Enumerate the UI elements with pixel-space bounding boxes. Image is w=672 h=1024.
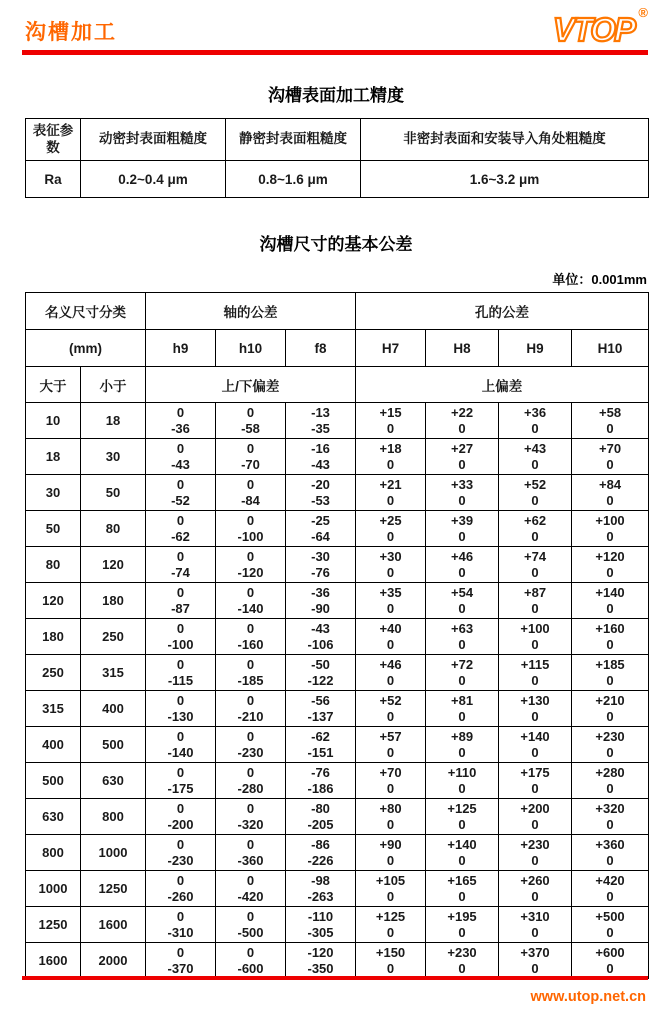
column-header: 大于 [26,367,81,403]
deviation-cell: +500 0 [572,907,649,943]
deviation-cell: +310 0 [499,907,572,943]
column-header: H10 [572,330,649,367]
deviation-cell: 0 -600 [216,943,286,979]
deviation-cell: 0 -160 [216,619,286,655]
deviation-cell: +165 0 [426,871,499,907]
deviation-cell: -76 -186 [286,763,356,799]
deviation-cell: +210 0 [572,691,649,727]
deviation-cell: +185 0 [572,655,649,691]
deviation-cell: 0 -360 [216,835,286,871]
vtop-logo [552,5,648,49]
deviation-cell: 0 -175 [146,763,216,799]
deviation-cell: +125 0 [356,907,426,943]
tolerance-table-row [26,655,649,691]
deviation-cell: 0 -130 [146,691,216,727]
deviation-cell: 0 -260 [146,871,216,907]
deviation-cell: +21 0 [356,475,426,511]
deviation-cell: 0 -310 [146,907,216,943]
group-header-row [26,293,649,330]
deviation-cell: 0 -370 [146,943,216,979]
deviation-cell: +130 0 [499,691,572,727]
deviation-cell: -98 -263 [286,871,356,907]
size-range-cell: 80 [26,547,81,583]
deviation-cell: +40 0 [356,619,426,655]
column-header: 非密封表面和安装导入角处粗糙度 [361,119,649,161]
deviation-cell: 0 -210 [216,691,286,727]
size-range-cell: 50 [26,511,81,547]
tolerance-table [25,292,649,979]
size-range-cell: 120 [81,547,146,583]
deviation-cell: 0 -87 [146,583,216,619]
deviation-cell: 0 -320 [216,799,286,835]
sub-header-row [26,367,649,403]
deviation-cell: -50 -122 [286,655,356,691]
deviation-cell: -86 -226 [286,835,356,871]
size-range-cell: 30 [26,475,81,511]
deviation-cell: 0 -58 [216,403,286,439]
deviation-cell: +260 0 [499,871,572,907]
deviation-cell: +125 0 [426,799,499,835]
size-range-cell: 2000 [81,943,146,979]
size-range-cell: 800 [26,835,81,871]
table-cell: 0.2~0.4 μm [81,161,226,198]
deviation-cell: -80 -205 [286,799,356,835]
deviation-cell: +62 0 [499,511,572,547]
deviation-cell: +87 0 [499,583,572,619]
tolerance-table-row [26,691,649,727]
column-header: 表征参数 [26,119,81,161]
tolerance-table-row [26,511,649,547]
size-range-cell: 80 [81,511,146,547]
deviation-cell: +72 0 [426,655,499,691]
size-range-cell: 250 [81,619,146,655]
deviation-cell: +230 0 [572,727,649,763]
table-cell: 0.8~1.6 μm [226,161,361,198]
size-range-cell: 50 [81,475,146,511]
vtop-logo-text: VTOP [552,11,634,48]
size-range-cell: 1000 [26,871,81,907]
grade-header-row [26,330,649,367]
deviation-cell: +63 0 [426,619,499,655]
deviation-cell: +27 0 [426,439,499,475]
size-range-cell: 500 [81,727,146,763]
page-header [0,0,672,50]
deviation-cell: 0 -185 [216,655,286,691]
deviation-cell: 0 -74 [146,547,216,583]
size-range-cell: 1250 [26,907,81,943]
deviation-cell: +18 0 [356,439,426,475]
column-header: 孔的公差 [356,293,649,330]
deviation-cell: -62 -151 [286,727,356,763]
deviation-cell: +80 0 [356,799,426,835]
footer-divider [22,976,648,980]
size-range-cell: 1600 [26,943,81,979]
deviation-cell: +175 0 [499,763,572,799]
deviation-cell: +33 0 [426,475,499,511]
surface-table-data-row [26,161,649,198]
size-range-cell: 315 [81,655,146,691]
page-footer [0,976,672,1005]
deviation-cell: +84 0 [572,475,649,511]
size-range-cell: 180 [26,619,81,655]
deviation-cell: 0 -52 [146,475,216,511]
deviation-cell: +36 0 [499,403,572,439]
deviation-cell: +54 0 [426,583,499,619]
tolerance-table-title: 沟槽尺寸的基本公差 [259,235,413,254]
deviation-cell: -30 -76 [286,547,356,583]
column-header: 动密封表面粗糙度 [81,119,226,161]
deviation-cell: 0 -84 [216,475,286,511]
deviation-cell: +320 0 [572,799,649,835]
deviation-cell: -25 -64 [286,511,356,547]
deviation-cell: +420 0 [572,871,649,907]
deviation-cell: +57 0 [356,727,426,763]
size-range-cell: 10 [26,403,81,439]
tolerance-table-row [26,907,649,943]
deviation-cell: 0 -200 [146,799,216,835]
column-header: 上/下偏差 [146,367,356,403]
deviation-cell: -13 -35 [286,403,356,439]
column-header: 名义尺寸分类 [26,293,146,330]
deviation-cell: +600 0 [572,943,649,979]
table-cell: Ra [26,161,81,198]
deviation-cell: +43 0 [499,439,572,475]
size-range-cell: 30 [81,439,146,475]
deviation-cell: +15 0 [356,403,426,439]
deviation-cell: +230 0 [499,835,572,871]
deviation-cell: -110 -305 [286,907,356,943]
size-range-cell: 250 [26,655,81,691]
size-range-cell: 800 [81,799,146,835]
column-header: H8 [426,330,499,367]
size-range-cell: 120 [26,583,81,619]
size-range-cell: 630 [26,799,81,835]
deviation-cell: -120 -350 [286,943,356,979]
size-range-cell: 180 [81,583,146,619]
surface-table-header-row [26,119,649,161]
column-header: 小于 [81,367,146,403]
size-range-cell: 1600 [81,907,146,943]
deviation-cell: -36 -90 [286,583,356,619]
column-header: h9 [146,330,216,367]
page-title: 沟槽加工 [25,21,117,44]
size-range-cell: 500 [26,763,81,799]
deviation-cell: -56 -137 [286,691,356,727]
deviation-cell: -20 -53 [286,475,356,511]
size-range-cell: 315 [26,691,81,727]
deviation-cell: +105 0 [356,871,426,907]
deviation-cell: 0 -230 [216,727,286,763]
deviation-cell: +46 0 [356,655,426,691]
size-range-cell: 400 [81,691,146,727]
deviation-cell: 0 -115 [146,655,216,691]
deviation-cell: +360 0 [572,835,649,871]
tolerance-table-row [26,727,649,763]
surface-roughness-table [25,118,649,198]
tolerance-table-row [26,583,649,619]
deviation-cell: +140 0 [572,583,649,619]
column-header: H7 [356,330,426,367]
deviation-cell: 0 -100 [146,619,216,655]
column-header: 轴的公差 [146,293,356,330]
unit-note: 单位：0.001mm [552,272,647,287]
tolerance-table-row [26,403,649,439]
deviation-cell: +30 0 [356,547,426,583]
deviation-cell: +52 0 [356,691,426,727]
deviation-cell: +370 0 [499,943,572,979]
tolerance-table-row [26,799,649,835]
deviation-cell: +110 0 [426,763,499,799]
size-range-cell: 630 [81,763,146,799]
deviation-cell: +150 0 [356,943,426,979]
deviation-cell: +140 0 [426,835,499,871]
deviation-cell: 0 -500 [216,907,286,943]
deviation-cell: +35 0 [356,583,426,619]
deviation-cell: 0 -420 [216,871,286,907]
deviation-cell: +200 0 [499,799,572,835]
deviation-cell: +58 0 [572,403,649,439]
deviation-cell: 0 -280 [216,763,286,799]
deviation-cell: +230 0 [426,943,499,979]
registered-trademark-icon: ® [638,5,648,20]
tolerance-table-row [26,871,649,907]
column-header: h10 [216,330,286,367]
column-header: 上偏差 [356,367,649,403]
deviation-cell: +74 0 [499,547,572,583]
deviation-cell: +22 0 [426,403,499,439]
deviation-cell: 0 -43 [146,439,216,475]
deviation-cell: +115 0 [499,655,572,691]
tolerance-table-row [26,943,649,979]
deviation-cell: +280 0 [572,763,649,799]
size-range-cell: 18 [26,439,81,475]
header-divider [22,50,648,55]
column-header: 静密封表面粗糙度 [226,119,361,161]
column-header: (mm) [26,330,146,367]
deviation-cell: +39 0 [426,511,499,547]
deviation-cell: +195 0 [426,907,499,943]
column-header: H9 [499,330,572,367]
deviation-cell: 0 -100 [216,511,286,547]
tolerance-table-row [26,439,649,475]
deviation-cell: +52 0 [499,475,572,511]
size-range-cell: 1000 [81,835,146,871]
surface-table-title: 沟槽表面加工精度 [268,86,404,105]
deviation-cell: 0 -230 [146,835,216,871]
deviation-cell: 0 -140 [216,583,286,619]
size-range-cell: 18 [81,403,146,439]
tolerance-table-row [26,763,649,799]
tolerance-table-row [26,547,649,583]
deviation-cell: +100 0 [499,619,572,655]
table-cell: 1.6~3.2 μm [361,161,649,198]
deviation-cell: +46 0 [426,547,499,583]
footer-url: www.utop.net.cn [530,989,646,1005]
deviation-cell: -16 -43 [286,439,356,475]
deviation-cell: +90 0 [356,835,426,871]
deviation-cell: +89 0 [426,727,499,763]
size-range-cell: 400 [26,727,81,763]
deviation-cell: +100 0 [572,511,649,547]
deviation-cell: 0 -70 [216,439,286,475]
deviation-cell: -43 -106 [286,619,356,655]
deviation-cell: +160 0 [572,619,649,655]
deviation-cell: 0 -62 [146,511,216,547]
deviation-cell: +70 0 [572,439,649,475]
column-header: f8 [286,330,356,367]
deviation-cell: +70 0 [356,763,426,799]
deviation-cell: +120 0 [572,547,649,583]
tolerance-table-row [26,619,649,655]
deviation-cell: 0 -140 [146,727,216,763]
tolerance-table-row [26,475,649,511]
tolerance-table-row [26,835,649,871]
deviation-cell: 0 -36 [146,403,216,439]
deviation-cell: +81 0 [426,691,499,727]
size-range-cell: 1250 [81,871,146,907]
deviation-cell: +25 0 [356,511,426,547]
deviation-cell: +140 0 [499,727,572,763]
deviation-cell: 0 -120 [216,547,286,583]
